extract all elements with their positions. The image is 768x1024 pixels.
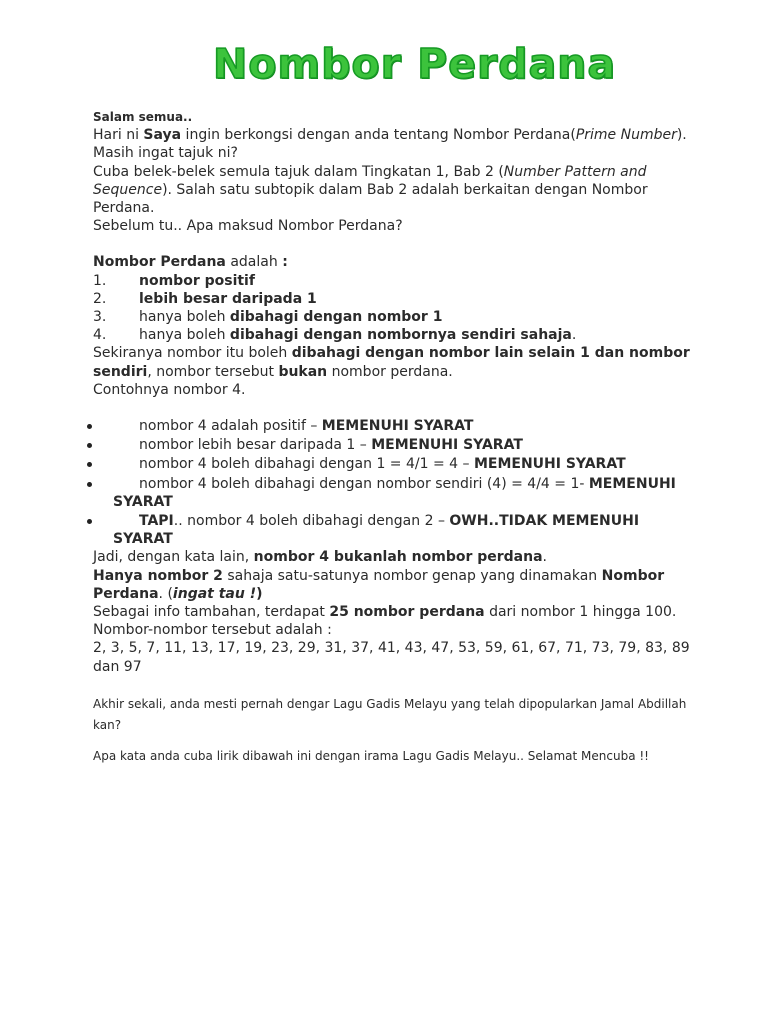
bullet-icon: [87, 519, 92, 524]
intro-paragraph: Hari ni Saya ingin berkongsi dengan anda tentang Nombor Perdana(Prime Number). Masih ingat tajuk ni? Cuba belek-belek semula tajuk dalam Tingkatan 1, Bab 2 (Number Pattern and Sequence). Salah satu subtopik dalam Bab 2 adalah berkaitan dengan Nombor Perdana. Sebelum tu.. Apa maksud Nombor Perdana?: [93, 127, 687, 235]
list-item: 2. lebih besar daripada 1: [93, 290, 317, 307]
list-item: nombor 4 adalah positif – MEMENUHI SYARAT: [89, 417, 693, 435]
list-item: nombor 4 boleh dibahagi dengan nombor sendiri (4) = 4/4 = 1- MEMENUHI SYARAT: [89, 475, 693, 511]
list-item: nombor lebih besar daripada 1 – MEMENUHI SYARAT: [89, 436, 693, 454]
list-item: nombor 4 boleh dibahagi dengan 1 = 4/1 = 4 – MEMENUHI SYARAT: [89, 455, 693, 473]
definition-section: Nombor Perdana adalah : 1. nombor positif 2. lebih besar daripada 1 3. hanya boleh dibahagi dengan nombor 1 4. hanya boleh dibahagi dengan nombornya sendiri sahaja. Sekiranya nombor itu boleh dibahagi dengan nombor lain selain 1 dan nombor sendiri, nombor tersebut bukan nombor perdana. Contohnya nombor 4.: [93, 253, 693, 399]
list-item: 4. hanya boleh dibahagi dengan nombornya sendiri sahaja.: [93, 327, 577, 344]
bullet-icon: [87, 443, 92, 448]
document-title: Nombor Perdana: [213, 40, 617, 88]
definition-heading: Nombor Perdana adalah :: [93, 254, 288, 271]
closing-section: Akhir sekali, anda mesti pernah dengar Lagu Gadis Melayu yang telah dipopularkan Jamal Abdillah kan? Apa kata anda cuba lirik dibawah ini dengan irama Lagu Gadis Melayu.. Selamat Mencuba !!: [93, 696, 687, 763]
definition-list: [93, 272, 693, 345]
greeting: Salam semua..: [93, 110, 193, 124]
bullet-icon: [87, 462, 92, 467]
list-item: TAPI.. nombor 4 boleh dibahagi dengan 2 – OWH..TIDAK MEMENUHI SYARAT: [89, 512, 693, 548]
list-item: 1. nombor positif: [93, 272, 255, 289]
bullet-icon: [87, 482, 92, 487]
list-item: 3. hanya boleh dibahagi dengan nombor 1: [93, 309, 443, 326]
document-body: [93, 108, 693, 767]
conclusion-section: Jadi, dengan kata lain, nombor 4 bukanlah nombor perdana. Hanya nombor 2 sahaja satu-satunya nombor genap yang dinamakan Nombor Perdana. (ingat tau !) Sebagai info tambahan, terdapat 25 nombor perdana dari nombor 1 hingga 100. Nombor-nombor tersebut adalah : 2, 3, 5, 7, 11, 13, 17, 19, 23, 29, 31, 37, 41, 43, 47, 53, 59, 61, 67, 71, 73, 79, 83, 89 dan 97: [93, 549, 690, 675]
example-bullet-list: [89, 417, 693, 548]
bullet-icon: [87, 424, 92, 429]
